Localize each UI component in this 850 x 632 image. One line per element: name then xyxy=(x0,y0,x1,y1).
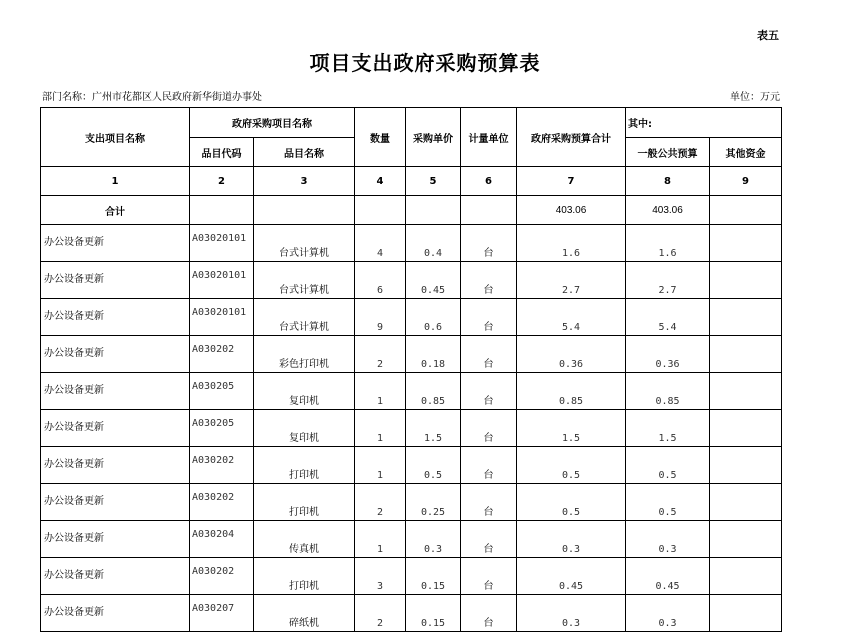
header-measure-unit: 计量单位 xyxy=(461,108,517,167)
row-quantity: 1 xyxy=(355,447,406,484)
col-number: 8 xyxy=(626,167,710,196)
row-unit-price: 1.5 xyxy=(406,410,461,447)
row-general-budget: 0.85 xyxy=(626,373,710,410)
row-measure-unit: 台 xyxy=(461,521,517,558)
row-item-code: A030202 xyxy=(190,447,254,484)
row-general-budget: 1.5 xyxy=(626,410,710,447)
row-other-funds xyxy=(710,299,782,336)
row-unit-price: 0.15 xyxy=(406,595,461,632)
header-item-name: 品目名称 xyxy=(254,138,355,167)
row-project-name: 办公设备更新 xyxy=(41,484,190,521)
row-unit-price: 0.15 xyxy=(406,558,461,595)
table-row xyxy=(41,373,782,410)
row-project-name: 办公设备更新 xyxy=(41,225,190,262)
row-quantity: 4 xyxy=(355,225,406,262)
row-unit-price: 0.18 xyxy=(406,336,461,373)
row-total: 0.5 xyxy=(517,484,626,521)
row-item-name: 复印机 xyxy=(254,410,355,447)
table-row xyxy=(41,299,782,336)
row-quantity: 2 xyxy=(355,595,406,632)
table-row xyxy=(41,410,782,447)
row-total: 0.45 xyxy=(517,558,626,595)
row-measure-unit: 台 xyxy=(461,336,517,373)
row-project-name: 办公设备更新 xyxy=(41,336,190,373)
row-quantity: 6 xyxy=(355,262,406,299)
summary-empty xyxy=(461,196,517,225)
table-row xyxy=(41,447,782,484)
row-item-code: A030202 xyxy=(190,336,254,373)
header-other-funds: 其他资金 xyxy=(710,138,782,167)
row-general-budget: 0.3 xyxy=(626,521,710,558)
row-other-funds xyxy=(710,336,782,373)
row-item-code: A030204 xyxy=(190,521,254,558)
row-item-code: A030205 xyxy=(190,373,254,410)
row-other-funds xyxy=(710,225,782,262)
row-project-name: 办公设备更新 xyxy=(41,299,190,336)
header-gov-purchase-item: 政府采购项目名称 xyxy=(190,108,355,138)
col-number: 4 xyxy=(355,167,406,196)
row-general-budget: 0.45 xyxy=(626,558,710,595)
row-quantity: 2 xyxy=(355,484,406,521)
col-number: 1 xyxy=(41,167,190,196)
col-number: 9 xyxy=(710,167,782,196)
budget-table xyxy=(40,107,782,632)
row-item-name: 台式计算机 xyxy=(254,262,355,299)
row-total: 1.5 xyxy=(517,410,626,447)
page-title: 项目支出政府采购预算表 xyxy=(309,51,541,75)
summary-row xyxy=(41,196,782,225)
row-item-name: 打印机 xyxy=(254,484,355,521)
row-measure-unit: 台 xyxy=(461,262,517,299)
row-measure-unit: 台 xyxy=(461,410,517,447)
col-number: 3 xyxy=(254,167,355,196)
summary-empty xyxy=(355,196,406,225)
summary-empty xyxy=(254,196,355,225)
column-number-row xyxy=(41,167,782,196)
row-other-funds xyxy=(710,595,782,632)
row-quantity: 9 xyxy=(355,299,406,336)
row-project-name: 办公设备更新 xyxy=(41,373,190,410)
row-unit-price: 0.3 xyxy=(406,521,461,558)
row-other-funds xyxy=(710,262,782,299)
row-measure-unit: 台 xyxy=(461,595,517,632)
row-item-code: A030207 xyxy=(190,595,254,632)
row-unit-price: 0.6 xyxy=(406,299,461,336)
header-quantity: 数量 xyxy=(355,108,406,167)
table-row xyxy=(41,484,782,521)
row-item-code: A03020101 xyxy=(190,299,254,336)
col-number: 6 xyxy=(461,167,517,196)
row-item-name: 台式计算机 xyxy=(254,225,355,262)
row-measure-unit: 台 xyxy=(461,299,517,336)
row-other-funds xyxy=(710,447,782,484)
row-total: 5.4 xyxy=(517,299,626,336)
row-item-name: 复印机 xyxy=(254,373,355,410)
summary-label: 合计 xyxy=(41,196,190,225)
row-quantity: 1 xyxy=(355,521,406,558)
row-unit-price: 0.45 xyxy=(406,262,461,299)
department-label: 部门名称：广州市花都区人民政府新华街道办事处 xyxy=(42,92,262,103)
row-project-name: 办公设备更新 xyxy=(41,447,190,484)
row-quantity: 1 xyxy=(355,373,406,410)
row-total: 1.6 xyxy=(517,225,626,262)
row-general-budget: 0.36 xyxy=(626,336,710,373)
table-row xyxy=(41,225,782,262)
row-project-name: 办公设备更新 xyxy=(41,521,190,558)
row-quantity: 2 xyxy=(355,336,406,373)
row-measure-unit: 台 xyxy=(461,484,517,521)
row-other-funds xyxy=(710,373,782,410)
header-unit-price: 采购单价 xyxy=(406,108,461,167)
summary-general-budget: 403.06 xyxy=(626,196,710,225)
table-row xyxy=(41,262,782,299)
row-item-code: A030202 xyxy=(190,484,254,521)
row-project-name: 办公设备更新 xyxy=(41,262,190,299)
row-item-name: 台式计算机 xyxy=(254,299,355,336)
row-general-budget: 2.7 xyxy=(626,262,710,299)
row-item-name: 打印机 xyxy=(254,447,355,484)
row-item-code: A03020101 xyxy=(190,262,254,299)
row-general-budget: 0.5 xyxy=(626,484,710,521)
header-item-code: 品目代码 xyxy=(190,138,254,167)
row-general-budget: 1.6 xyxy=(626,225,710,262)
summary-other-funds xyxy=(710,196,782,225)
row-unit-price: 0.4 xyxy=(406,225,461,262)
row-general-budget: 0.3 xyxy=(626,595,710,632)
row-item-code: A030202 xyxy=(190,558,254,595)
col-number: 7 xyxy=(517,167,626,196)
row-other-funds xyxy=(710,484,782,521)
row-total: 0.5 xyxy=(517,447,626,484)
row-project-name: 办公设备更新 xyxy=(41,410,190,447)
header-general-budget: 一般公共预算 xyxy=(626,138,710,167)
row-unit-price: 0.5 xyxy=(406,447,461,484)
row-measure-unit: 台 xyxy=(461,373,517,410)
summary-empty xyxy=(406,196,461,225)
row-unit-price: 0.85 xyxy=(406,373,461,410)
row-unit-price: 0.25 xyxy=(406,484,461,521)
table-row xyxy=(41,336,782,373)
row-other-funds xyxy=(710,410,782,447)
row-quantity: 3 xyxy=(355,558,406,595)
row-item-code: A030205 xyxy=(190,410,254,447)
header-project-name: 支出项目名称 xyxy=(41,108,190,167)
summary-empty xyxy=(190,196,254,225)
header-of-which: 其中: xyxy=(626,108,782,138)
table-row xyxy=(41,521,782,558)
row-project-name: 办公设备更新 xyxy=(41,595,190,632)
row-item-name: 彩色打印机 xyxy=(254,336,355,373)
row-measure-unit: 台 xyxy=(461,447,517,484)
row-item-name: 打印机 xyxy=(254,558,355,595)
row-item-name: 碎纸机 xyxy=(254,595,355,632)
col-number: 2 xyxy=(190,167,254,196)
row-general-budget: 0.5 xyxy=(626,447,710,484)
row-total: 0.36 xyxy=(517,336,626,373)
row-project-name: 办公设备更新 xyxy=(41,558,190,595)
row-total: 0.3 xyxy=(517,595,626,632)
row-total: 0.85 xyxy=(517,373,626,410)
unit-label: 单位：万元 xyxy=(730,92,780,103)
row-item-code: A03020101 xyxy=(190,225,254,262)
doc-tag: 表五 xyxy=(757,29,779,42)
row-measure-unit: 台 xyxy=(461,225,517,262)
header-total: 政府采购预算合计 xyxy=(517,108,626,167)
row-item-name: 传真机 xyxy=(254,521,355,558)
row-other-funds xyxy=(710,558,782,595)
row-measure-unit: 台 xyxy=(461,558,517,595)
row-general-budget: 5.4 xyxy=(626,299,710,336)
row-total: 0.3 xyxy=(517,521,626,558)
col-number: 5 xyxy=(406,167,461,196)
summary-total: 403.06 xyxy=(517,196,626,225)
table-row xyxy=(41,558,782,595)
row-total: 2.7 xyxy=(517,262,626,299)
table-row xyxy=(41,595,782,632)
row-other-funds xyxy=(710,521,782,558)
row-quantity: 1 xyxy=(355,410,406,447)
